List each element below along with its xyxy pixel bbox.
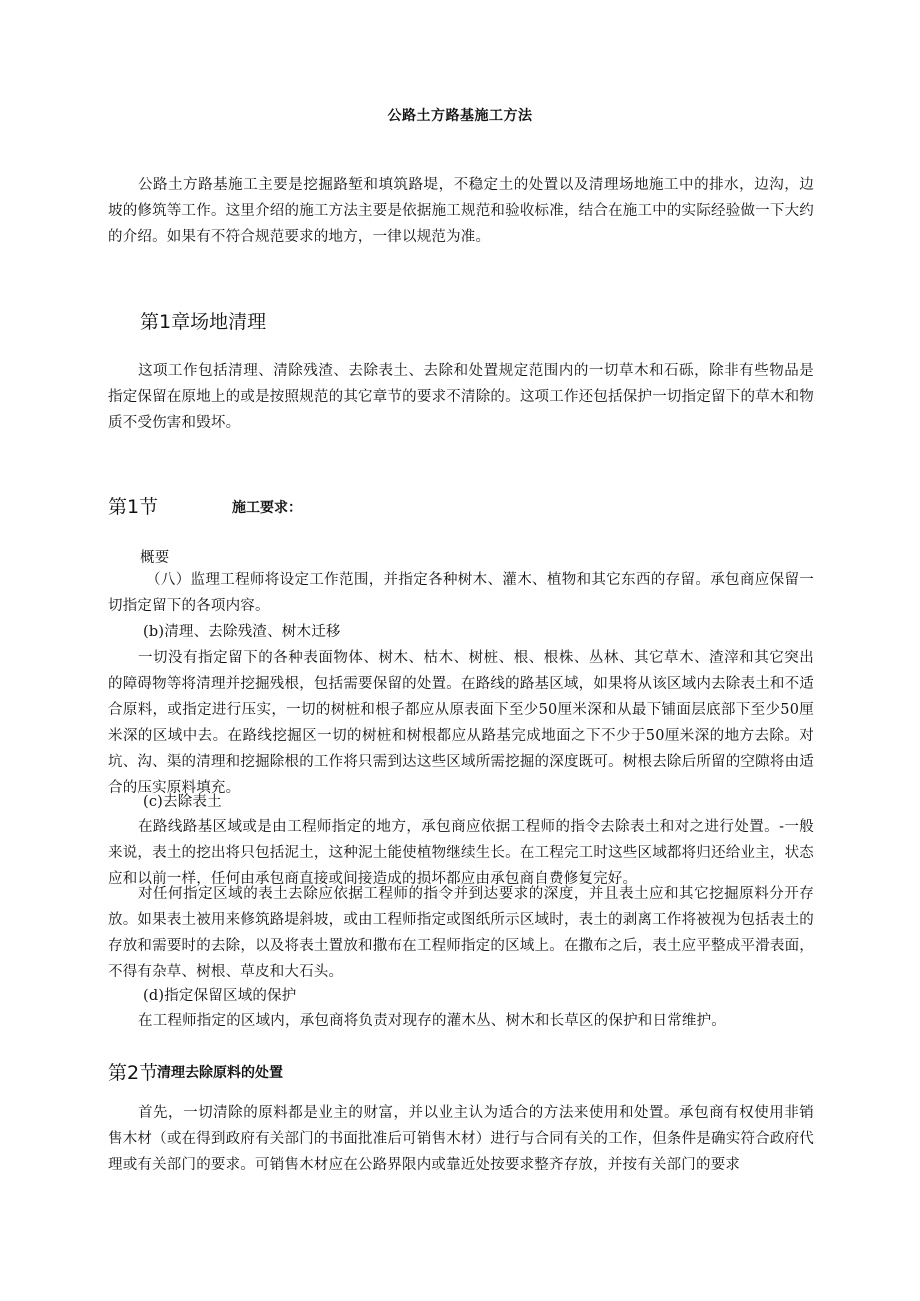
intro-paragraph: 公路土方路基施工主要是挖掘路堑和填筑路堤，不稳定土的处置以及清理场地施工中的排水，边沟，边坡的修筑等工作。这里介绍的施工方法主要是依据施工规范和验收标准，结合在施工中的实际经验做一下大约的介绍。如果有不符合规范要求的地方，一律以规范为准。: [108, 177, 814, 245]
item-c-paragraph-2: 对任何指定区域的表土去除应依据工程师的指令并到达要求的深度，并且表土应和其它挖掘原料分开存放。如果表土被用来修筑路堤斜坡，或由工程师指定或图纸所示区域时，表土的剥离工作将被视为包括表土的存放和需要时的去除，以及将表土置放和撒布在工程师指定的区域上。在撒布之后，表土应平整成平滑表面，不得有杂草、树根、草皮和大石头。: [108, 886, 814, 980]
document-title: 公路土方路基施工方法: [387, 108, 533, 124]
overview-label: 概要: [140, 550, 170, 566]
item-a-paragraph: [108, 567, 814, 619]
chapter-1-paragraph: 这项工作包括清理、清除残渣、去除表土、去除和处置规定范围内的一切草木和石砾，除非有些物品是指定保留在原地上的或是按照规范的其它章节的要求不清除的。这项工作还包括保护一切指定留下的草木和物质不受伤害和毁坏。: [108, 363, 814, 431]
section-2-number: 第2节: [108, 1062, 159, 1084]
item-a-text: （八）监理工程师将设定工作范围，并指定各种树木、灌木、植物和其它东西的存留。承包商应保留一切指定留下的各项内容。: [108, 572, 814, 614]
item-c-paragraph-1: 在路线路基区域或是由工程师指定的地方，承包商应依据工程师的指令去除表土和对之进行处置。-一般来说，表土的挖出将只包括泥土，这种泥土能使植物继续生长。在工程完工时这些区域都将归还给业主，状态应和以前一样，任何由承包商直接或间接造成的损坏都应由承包商自费修复完好。: [108, 819, 814, 887]
item-c-label: (c)去除表土: [143, 794, 222, 810]
section-2-title: 清理去除原料的处置: [157, 1065, 283, 1081]
section-2-paragraph: 首先，一切清除的原料都是业主的财富，并以业主认为适合的方法来使用和处置。承包商有权使用非销售木材（或在得到政府有关部门的书面批准后可销售木材）进行与合同有关的工作，但条件是确实符合政府代理或有关部门的要求。可销售木材应在公路界限内或靠近处按要求整齐存放，并按有关部门的要求: [108, 1105, 814, 1173]
section-1-title: 施工要求：: [232, 500, 302, 516]
item-d-paragraph: 在工程师指定的区域内，承包商将负责对现存的灌木丛、树木和长草区的保护和日常维护。: [138, 1013, 726, 1029]
item-b-label: (b)清理、去除残渣、树木迁移: [143, 624, 341, 640]
chapter-1-heading: 第1章场地清理: [140, 311, 267, 333]
item-d-label: (d)指定保留区域的保护: [143, 988, 297, 1004]
item-b-paragraph: 一切没有指定留下的各种表面物体、树木、枯木、树桩、根、根株、丛林、其它草木、渣滓和其它突出的障碍物等将清理并挖掘残根，包括需要保留的处置。在路线的路基区域，如果将从该区域内去除表土和不适合原料，或指定进行压实，一切的树桩和根子都应从原表面下至少50厘米深和从最下铺面层底部下至少50厘米深的区域中去。在路线挖掘区一切的树桩和树根都应从路基完成地面之下不少于50厘米深的地方去除。对坑、沟、渠的清理和挖掘除根的工作将只需到达这些区域所需挖掘的深度既可。树根去除后所留的空隙将由适合的压实原料填充。: [108, 650, 814, 796]
section-1-number: 第1节: [108, 496, 159, 518]
